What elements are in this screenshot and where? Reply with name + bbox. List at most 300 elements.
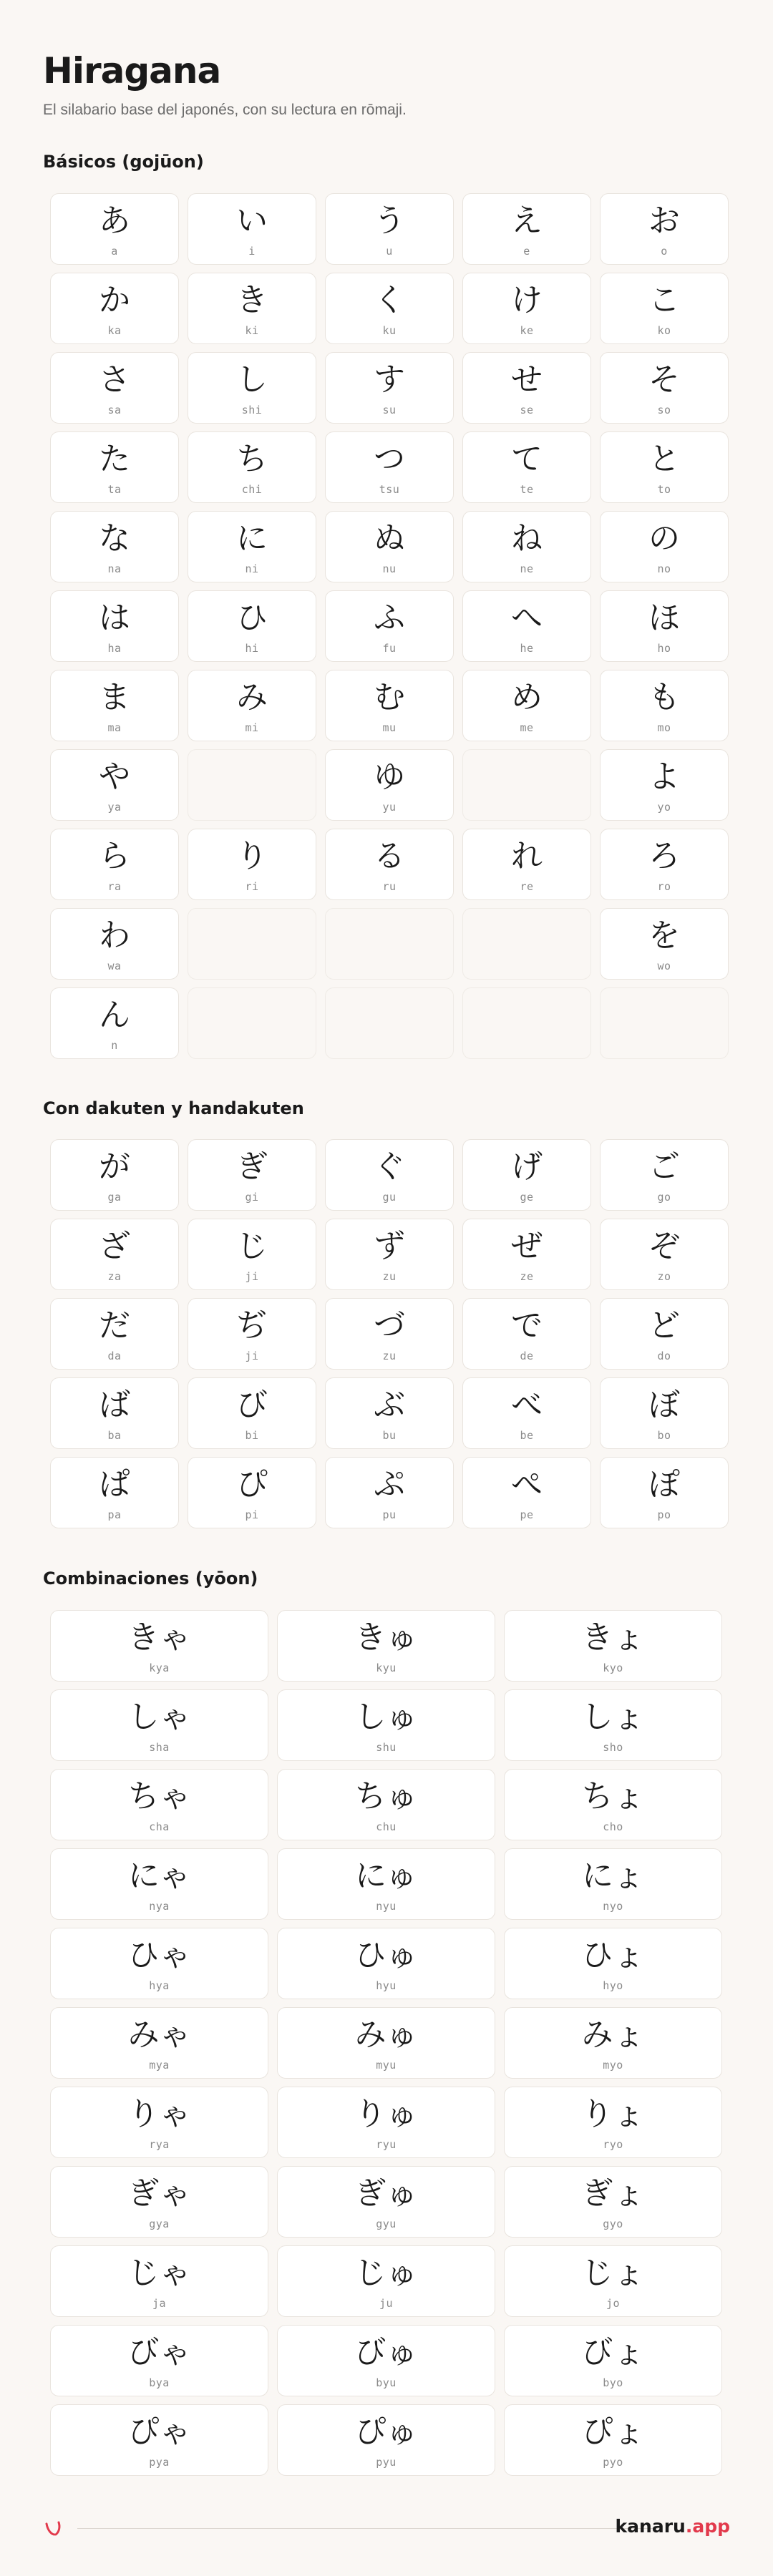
empty-cell	[462, 908, 591, 980]
kana-character: ち	[236, 441, 268, 477]
kana-character: ぬ	[374, 520, 405, 557]
kana-character: の	[648, 520, 680, 557]
footer-brand-main: kanaru	[615, 2516, 686, 2537]
romaji-reading: to	[657, 483, 671, 496]
romaji-reading: pe	[520, 1508, 534, 1521]
kana-character: せ	[511, 361, 543, 398]
romaji-reading: yo	[657, 801, 671, 814]
romaji-reading: chu	[376, 1820, 397, 1833]
kana-character: しゅ	[354, 1699, 418, 1735]
kana-card[interactable]	[462, 1219, 591, 1290]
kana-card[interactable]	[325, 829, 454, 900]
kana-card[interactable]	[462, 352, 591, 424]
kana-character: ぴゅ	[354, 2414, 418, 2450]
romaji-reading: se	[520, 404, 534, 416]
kana-card[interactable]	[462, 431, 591, 503]
kana-card[interactable]	[50, 1848, 268, 1920]
romaji-reading: de	[520, 1350, 534, 1362]
kana-card[interactable]	[504, 2007, 722, 2079]
romaji-reading: ko	[657, 324, 671, 337]
footer-brand[interactable]	[616, 2516, 730, 2537]
kana-character: よ	[648, 758, 680, 795]
kana-character: も	[648, 679, 680, 716]
romaji-reading: myo	[603, 2059, 623, 2072]
romaji-reading: u	[386, 245, 393, 258]
kana-card[interactable]	[325, 590, 454, 662]
kana-card[interactable]	[325, 273, 454, 344]
kana-card[interactable]	[50, 1610, 268, 1682]
kana-card[interactable]	[277, 1689, 495, 1761]
kana-character: ば	[99, 1387, 130, 1423]
kana-card[interactable]	[600, 1298, 729, 1370]
romaji-reading: bi	[245, 1429, 259, 1442]
romaji-reading: n	[111, 1039, 118, 1052]
kana-character: め	[511, 679, 543, 716]
kana-card[interactable]	[277, 1610, 495, 1682]
kana-character: ぴょ	[581, 2414, 645, 2450]
kana-character: ぴ	[236, 1466, 268, 1503]
empty-cell	[325, 987, 454, 1059]
kana-card[interactable]	[325, 431, 454, 503]
kana-card[interactable]	[277, 2325, 495, 2396]
kana-character: ちゃ	[127, 1778, 191, 1815]
romaji-reading: be	[520, 1429, 534, 1442]
romaji-reading: i	[248, 245, 256, 258]
romaji-reading: ru	[382, 880, 397, 893]
kana-card[interactable]	[600, 1457, 729, 1528]
romaji-reading: ro	[657, 880, 671, 893]
romaji-reading: pyo	[603, 2456, 623, 2469]
kana-character: ちゅ	[354, 1778, 418, 1815]
kana-card[interactable]	[50, 1139, 179, 1211]
footer-brand-accent: .app	[685, 2516, 730, 2537]
kana-card[interactable]	[504, 1610, 722, 1682]
page-title: Hiragana	[43, 50, 221, 92]
romaji-reading: ryu	[376, 2138, 397, 2151]
kana-character: ぼ	[648, 1387, 680, 1423]
kana-card[interactable]	[600, 1377, 729, 1449]
kana-card[interactable]	[600, 670, 729, 741]
romaji-reading: mu	[382, 721, 397, 734]
kana-card[interactable]	[50, 511, 179, 582]
romaji-reading: na	[107, 562, 122, 575]
empty-cell	[188, 987, 316, 1059]
kana-card[interactable]	[277, 2007, 495, 2079]
section-heading-yoon: Combinaciones (yōon)	[43, 1568, 258, 1589]
kana-card[interactable]	[504, 1689, 722, 1761]
kana-card[interactable]	[50, 2007, 268, 2079]
kana-character: りゅ	[354, 2096, 418, 2132]
kana-character: ま	[99, 679, 130, 716]
romaji-reading: nu	[382, 562, 397, 575]
kana-card[interactable]	[462, 273, 591, 344]
kana-character: ぽ	[648, 1466, 680, 1503]
kana-card[interactable]	[188, 829, 316, 900]
kana-card[interactable]	[600, 193, 729, 265]
kana-character: しゃ	[127, 1699, 191, 1735]
kana-card[interactable]	[325, 1219, 454, 1290]
footer-divider	[77, 2528, 658, 2529]
kana-character: びゅ	[354, 2334, 418, 2371]
romaji-reading: shi	[241, 404, 263, 416]
kana-card[interactable]	[188, 1457, 316, 1528]
kana-character: ぢ	[236, 1307, 268, 1344]
empty-cell	[600, 987, 729, 1059]
kana-card[interactable]	[188, 431, 316, 503]
kana-card[interactable]	[600, 908, 729, 980]
kana-character: ぱ	[99, 1466, 130, 1503]
kana-card[interactable]	[50, 1689, 268, 1761]
kana-card[interactable]	[325, 1377, 454, 1449]
kana-character: ぎゅ	[354, 2175, 418, 2212]
kana-card[interactable]	[600, 749, 729, 821]
romaji-reading: gi	[245, 1191, 259, 1204]
kana-card[interactable]	[50, 2087, 268, 2158]
kana-card[interactable]	[188, 511, 316, 582]
kana-card[interactable]	[50, 2166, 268, 2238]
romaji-reading: bya	[149, 2376, 170, 2389]
romaji-reading: pyu	[376, 2456, 397, 2469]
kana-grid-yoon	[50, 1610, 723, 2476]
kana-character: じ	[236, 1228, 268, 1264]
kana-character: びゃ	[127, 2334, 191, 2371]
kana-card[interactable]	[325, 352, 454, 424]
romaji-reading: nyo	[603, 1900, 623, 1913]
kana-card[interactable]	[325, 1139, 454, 1211]
kana-card[interactable]	[504, 2404, 722, 2476]
kana-card[interactable]	[50, 1928, 268, 1999]
empty-cell	[325, 908, 454, 980]
romaji-reading: po	[657, 1508, 671, 1521]
romaji-reading: hi	[245, 642, 259, 655]
kana-card[interactable]	[600, 829, 729, 900]
kana-character: き	[236, 282, 268, 318]
kana-character: に	[236, 520, 268, 557]
kana-character: こ	[648, 282, 680, 318]
romaji-reading: he	[520, 642, 534, 655]
kana-character: ざ	[99, 1228, 130, 1264]
kana-character: じょ	[581, 2255, 645, 2291]
kana-card[interactable]	[277, 1928, 495, 1999]
kana-card[interactable]	[600, 431, 729, 503]
kana-character: う	[374, 203, 405, 239]
kana-card[interactable]	[504, 2087, 722, 2158]
kana-card[interactable]	[462, 670, 591, 741]
romaji-reading: so	[657, 404, 671, 416]
kana-character: び	[236, 1387, 268, 1423]
romaji-reading: sho	[603, 1741, 623, 1754]
kana-card[interactable]	[277, 2245, 495, 2317]
romaji-reading: ma	[107, 721, 122, 734]
kana-card[interactable]	[50, 193, 179, 265]
kana-character: て	[511, 441, 543, 477]
romaji-reading: tsu	[379, 483, 400, 496]
kana-card[interactable]	[277, 2087, 495, 2158]
romaji-reading: gyu	[376, 2218, 397, 2230]
kana-card[interactable]	[325, 511, 454, 582]
romaji-reading: ji	[245, 1350, 259, 1362]
romaji-reading: ge	[520, 1191, 534, 1204]
kana-character: わ	[99, 917, 130, 954]
kana-character: づ	[374, 1307, 405, 1344]
romaji-reading: cho	[603, 1820, 623, 1833]
kana-card[interactable]	[50, 2404, 268, 2476]
footer	[43, 2514, 730, 2543]
empty-cell	[462, 987, 591, 1059]
kana-character: か	[99, 282, 130, 318]
kana-character: ひ	[236, 600, 268, 636]
kana-character: しょ	[581, 1699, 645, 1735]
kana-card[interactable]	[277, 2166, 495, 2238]
section-heading-dakuten: Con dakuten y handakuten	[43, 1098, 304, 1118]
kana-card[interactable]	[188, 193, 316, 265]
romaji-reading: ka	[107, 324, 122, 337]
romaji-reading: shu	[376, 1741, 397, 1754]
kanaru-logo-icon	[43, 2517, 64, 2539]
kana-character: る	[374, 838, 405, 874]
kana-card[interactable]	[462, 511, 591, 582]
kana-card[interactable]	[277, 2404, 495, 2476]
kana-character: が	[99, 1148, 130, 1185]
kana-character: と	[648, 441, 680, 477]
romaji-reading: ha	[107, 642, 122, 655]
kana-card[interactable]	[600, 590, 729, 662]
kana-character: を	[648, 917, 680, 954]
kana-character: お	[648, 203, 680, 239]
romaji-reading: sha	[149, 1741, 170, 1754]
kana-card[interactable]	[50, 829, 179, 900]
romaji-reading: pu	[382, 1508, 397, 1521]
kana-character: みゃ	[127, 2016, 191, 2053]
kana-card[interactable]	[188, 1219, 316, 1290]
romaji-reading: a	[111, 245, 118, 258]
kana-character: ぴゃ	[127, 2414, 191, 2450]
kana-character: ぞ	[648, 1228, 680, 1264]
romaji-reading: nyu	[376, 1900, 397, 1913]
romaji-reading: hya	[149, 1979, 170, 1992]
romaji-reading: hyu	[376, 1979, 397, 1992]
romaji-reading: do	[657, 1350, 671, 1362]
kana-card[interactable]	[462, 193, 591, 265]
kana-character: ぷ	[374, 1466, 405, 1503]
kana-character: ろ	[648, 838, 680, 874]
kana-card[interactable]	[50, 273, 179, 344]
kana-card[interactable]	[50, 431, 179, 503]
kana-card[interactable]	[50, 1769, 268, 1840]
kana-character: む	[374, 679, 405, 716]
kana-card[interactable]	[50, 1377, 179, 1449]
romaji-reading: ra	[107, 880, 122, 893]
romaji-reading: wa	[107, 960, 122, 972]
kana-character: ぐ	[374, 1148, 405, 1185]
kana-character: にょ	[581, 1858, 645, 1894]
empty-cell	[462, 749, 591, 821]
kana-card[interactable]	[462, 829, 591, 900]
romaji-reading: mo	[657, 721, 671, 734]
kana-character: い	[236, 203, 268, 239]
kana-card[interactable]	[462, 590, 591, 662]
romaji-reading: ga	[107, 1191, 122, 1204]
kana-card[interactable]	[325, 670, 454, 741]
kana-card[interactable]	[504, 1848, 722, 1920]
kana-character: きゅ	[354, 1619, 418, 1656]
kana-character: け	[511, 282, 543, 318]
kana-character: ど	[648, 1307, 680, 1344]
romaji-reading: su	[382, 404, 397, 416]
kana-card[interactable]	[188, 1139, 316, 1211]
kana-character: ひょ	[581, 1937, 645, 1974]
romaji-reading: kya	[149, 1662, 170, 1674]
kana-card[interactable]	[50, 670, 179, 741]
romaji-reading: ta	[107, 483, 122, 496]
romaji-reading: te	[520, 483, 534, 496]
kana-card[interactable]	[50, 2245, 268, 2317]
romaji-reading: nya	[149, 1900, 170, 1913]
kana-card[interactable]	[188, 273, 316, 344]
kana-character: ぎょ	[581, 2175, 645, 2212]
romaji-reading: hyo	[603, 1979, 623, 1992]
romaji-reading: da	[107, 1350, 122, 1362]
kana-card[interactable]	[600, 511, 729, 582]
romaji-reading: go	[657, 1191, 671, 1204]
kana-character: で	[511, 1307, 543, 1344]
kana-card[interactable]	[50, 1219, 179, 1290]
kana-character: りょ	[581, 2096, 645, 2132]
kana-character: みょ	[581, 2016, 645, 2053]
romaji-reading: cha	[149, 1820, 170, 1833]
romaji-reading: ya	[107, 801, 122, 814]
kana-card[interactable]	[50, 2325, 268, 2396]
kana-card[interactable]	[50, 749, 179, 821]
kana-card[interactable]	[188, 1298, 316, 1370]
kana-card[interactable]	[277, 1848, 495, 1920]
kana-character: にゃ	[127, 1858, 191, 1894]
kana-card[interactable]	[504, 1928, 722, 1999]
kana-character: じゃ	[127, 2255, 191, 2291]
kana-character: ひゃ	[127, 1937, 191, 1974]
kana-character: きょ	[581, 1619, 645, 1656]
kana-card[interactable]	[600, 352, 729, 424]
romaji-reading: byo	[603, 2376, 623, 2389]
kana-card[interactable]	[325, 1457, 454, 1528]
romaji-reading: zu	[382, 1350, 397, 1362]
romaji-reading: bu	[382, 1429, 397, 1442]
kana-card[interactable]	[504, 2166, 722, 2238]
kana-card[interactable]	[325, 749, 454, 821]
kana-card[interactable]	[462, 1457, 591, 1528]
kana-grid-basic	[50, 193, 723, 1059]
romaji-reading: jo	[606, 2297, 621, 2310]
kana-card[interactable]	[50, 1457, 179, 1528]
kana-character: じゅ	[354, 2255, 418, 2291]
kana-character: ひゅ	[354, 1937, 418, 1974]
kana-character: ふ	[374, 600, 405, 636]
romaji-reading: za	[107, 1270, 122, 1283]
kana-card[interactable]	[50, 1298, 179, 1370]
romaji-reading: re	[520, 880, 534, 893]
romaji-reading: kyo	[603, 1662, 623, 1674]
kana-card[interactable]	[50, 908, 179, 980]
romaji-reading: mya	[149, 2059, 170, 2072]
kana-card[interactable]	[50, 590, 179, 662]
kana-character: し	[236, 361, 268, 398]
romaji-reading: ho	[657, 642, 671, 655]
kana-card[interactable]	[188, 670, 316, 741]
kana-card[interactable]	[188, 590, 316, 662]
kana-character: ぎゃ	[127, 2175, 191, 2212]
romaji-reading: me	[520, 721, 534, 734]
kana-card[interactable]	[325, 193, 454, 265]
kana-card[interactable]	[504, 2245, 722, 2317]
kana-card[interactable]	[504, 1769, 722, 1840]
romaji-reading: ku	[382, 324, 397, 337]
kana-card[interactable]	[462, 1139, 591, 1211]
kana-character: み	[236, 679, 268, 716]
romaji-reading: ja	[152, 2297, 167, 2310]
kana-card[interactable]	[188, 352, 316, 424]
kana-character: れ	[511, 838, 543, 874]
kana-character: だ	[99, 1307, 130, 1344]
kana-card[interactable]	[277, 1769, 495, 1840]
kana-character: な	[99, 520, 130, 557]
kana-character: ね	[511, 520, 543, 557]
romaji-reading: mi	[245, 721, 259, 734]
kana-card[interactable]	[325, 1298, 454, 1370]
kana-character: や	[99, 758, 130, 795]
kana-character: は	[99, 600, 130, 636]
kana-card[interactable]	[188, 1377, 316, 1449]
kana-character: ぺ	[511, 1466, 543, 1503]
empty-cell	[188, 749, 316, 821]
kana-character: ず	[374, 1228, 405, 1264]
section-heading-basic: Básicos (gojūon)	[43, 152, 204, 172]
romaji-reading: ji	[245, 1270, 259, 1283]
kana-character: びょ	[581, 2334, 645, 2371]
romaji-reading: ne	[520, 562, 534, 575]
kana-character: く	[374, 282, 405, 318]
romaji-reading: ba	[107, 1429, 122, 1442]
kana-character: きゃ	[127, 1619, 191, 1656]
romaji-reading: pa	[107, 1508, 122, 1521]
kana-card[interactable]	[50, 352, 179, 424]
romaji-reading: gu	[382, 1191, 397, 1204]
kana-card[interactable]	[600, 1219, 729, 1290]
romaji-reading: bo	[657, 1429, 671, 1442]
kana-character: ぶ	[374, 1387, 405, 1423]
romaji-reading: wo	[657, 960, 671, 972]
kana-character: ゆ	[374, 758, 405, 795]
kana-card[interactable]	[504, 2325, 722, 2396]
kana-card[interactable]	[600, 273, 729, 344]
kana-card[interactable]	[462, 1377, 591, 1449]
kana-card[interactable]	[50, 987, 179, 1059]
empty-cell	[188, 908, 316, 980]
kana-character: ん	[99, 997, 130, 1033]
kana-card[interactable]	[600, 1139, 729, 1211]
kana-character: げ	[511, 1148, 543, 1185]
romaji-reading: fu	[382, 642, 397, 655]
kana-character: ぎ	[236, 1148, 268, 1185]
kana-character: さ	[99, 361, 130, 398]
kana-card[interactable]	[462, 1298, 591, 1370]
kana-character: ほ	[648, 600, 680, 636]
kana-character: そ	[648, 361, 680, 398]
romaji-reading: zo	[657, 1270, 671, 1283]
romaji-reading: zu	[382, 1270, 397, 1283]
romaji-reading: ryo	[603, 2138, 623, 2151]
romaji-reading: ri	[245, 880, 259, 893]
romaji-reading: gyo	[603, 2218, 623, 2230]
